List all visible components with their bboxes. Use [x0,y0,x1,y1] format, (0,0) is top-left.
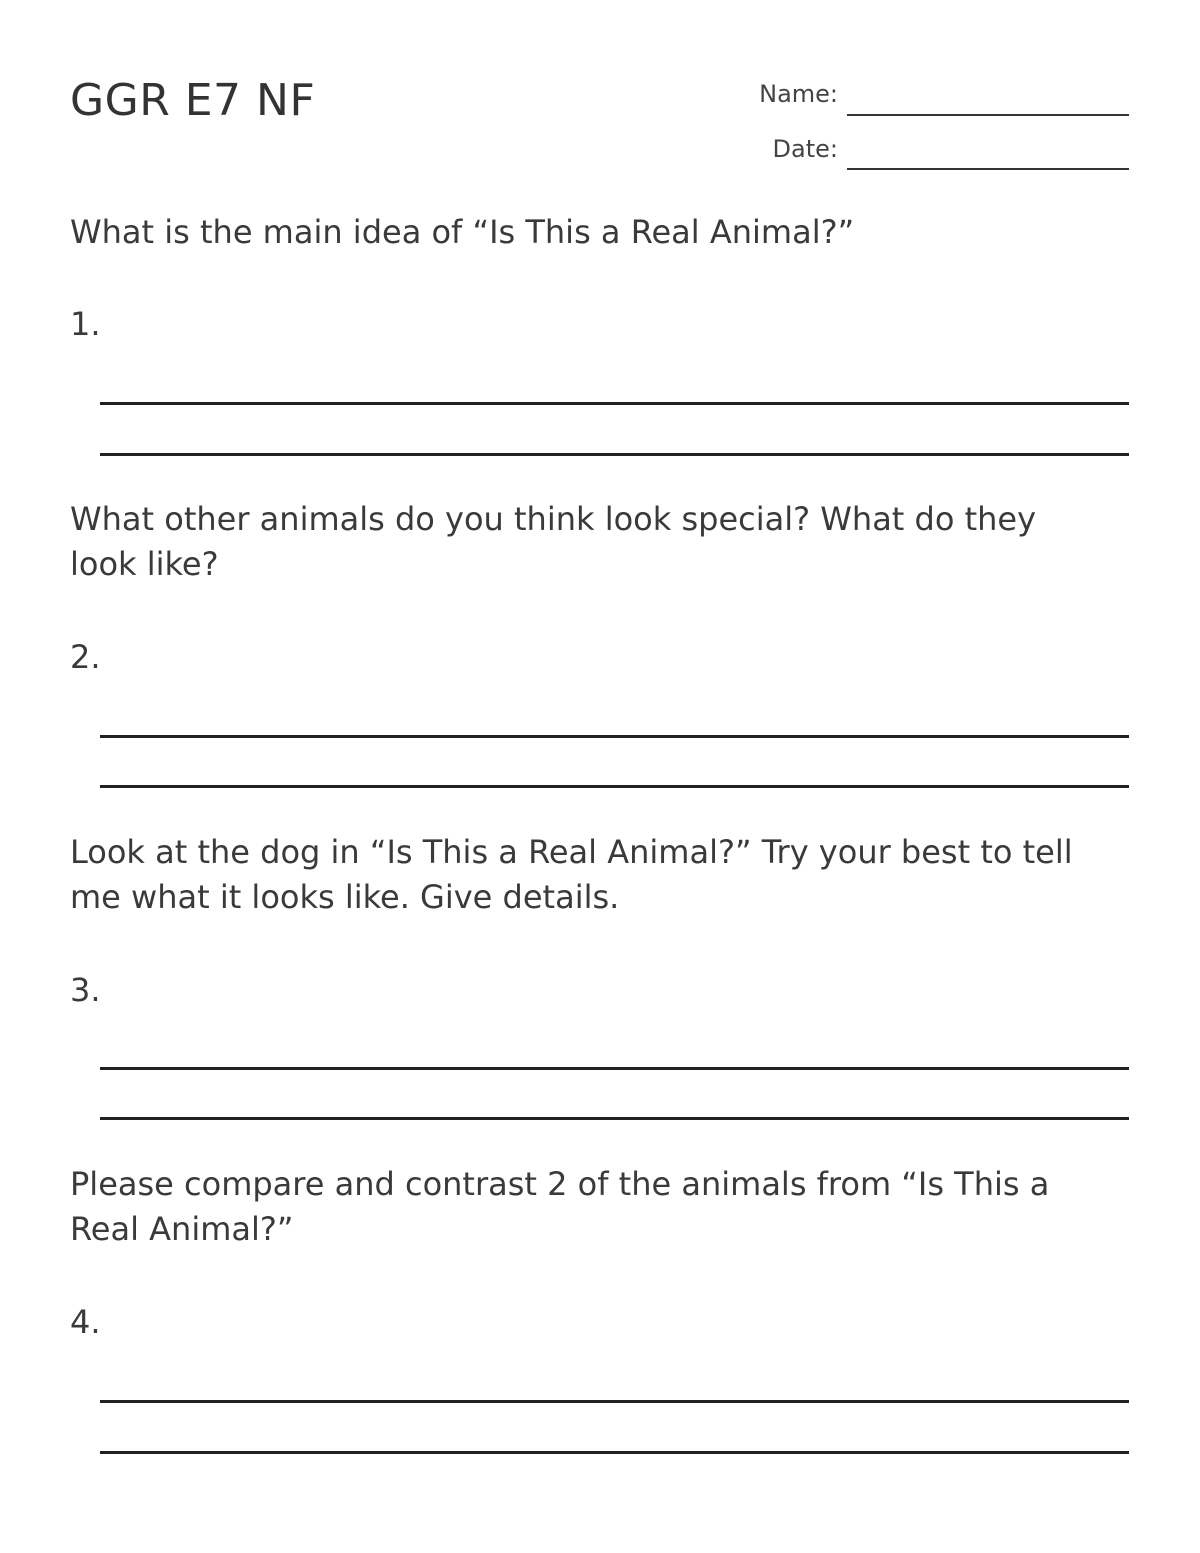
date-field[interactable] [847,168,1129,170]
date-label: Date: [772,135,838,163]
worksheet-title: GGR E7 NF [70,75,316,126]
question-2-prompt: What other animals do you think look special? What do they look like? [70,500,1037,583]
question-1-answer-line-1[interactable] [100,402,1129,405]
question-2-answer-line-1[interactable] [100,735,1129,738]
question-4-answer-line-1[interactable] [100,1400,1129,1403]
question-1-prompt: What is the main idea of “Is This a Real Animal?” [70,213,855,251]
name-field[interactable] [847,114,1129,116]
name-label: Name: [759,80,838,108]
question-3-prompt: Look at the dog in “Is This a Real Animal?” Try your best to tell me what it looks like. Give details. [70,833,1073,916]
question-4-prompt: Please compare and contrast 2 of the animals from “Is This a Real Animal?” [70,1165,1050,1248]
question-1-answer-line-2[interactable] [100,453,1129,456]
question-4-number: 4. [70,1303,101,1341]
question-2-number: 2. [70,638,101,676]
question-1-number: 1. [70,305,101,343]
question-2-answer-line-2[interactable] [100,785,1129,788]
question-3-number: 3. [70,971,101,1009]
question-3-answer-line-1[interactable] [100,1067,1129,1070]
question-3-answer-line-2[interactable] [100,1117,1129,1120]
question-4-answer-line-2[interactable] [100,1451,1129,1454]
